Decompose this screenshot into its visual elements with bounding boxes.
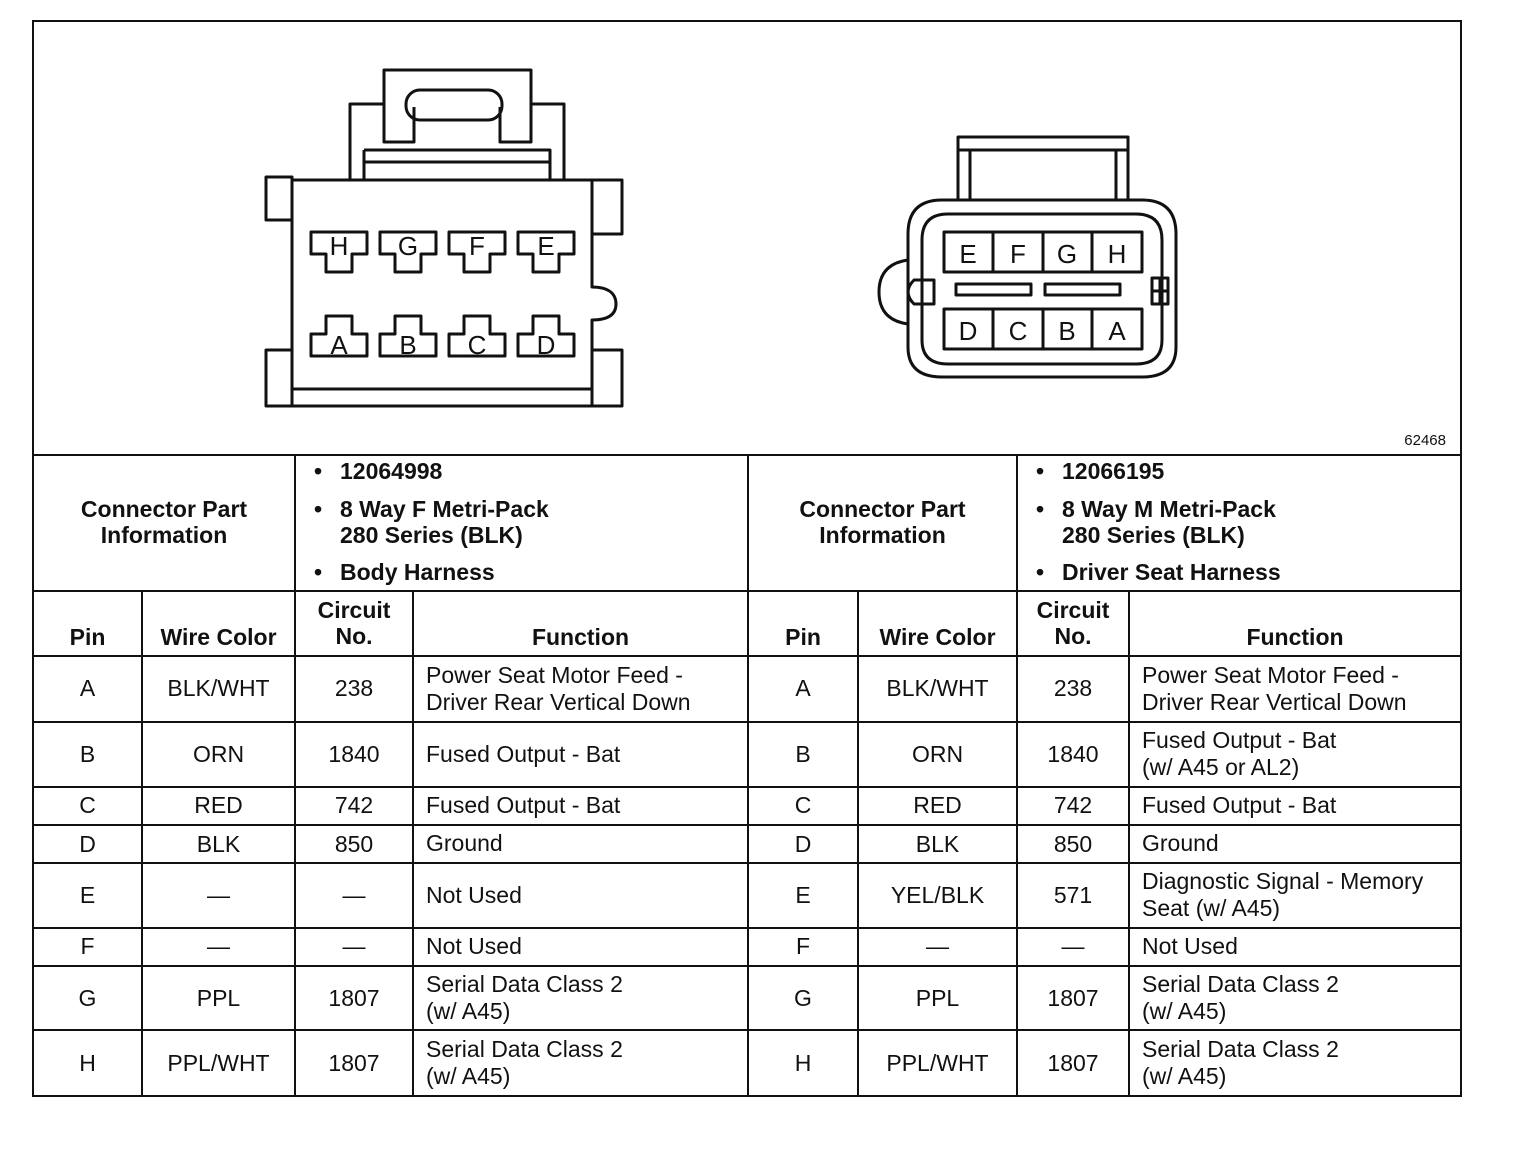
left-circuit-number-cell: 850 [295, 825, 413, 863]
right-wire-color-cell: ORN [858, 722, 1017, 787]
left-wire-color-cell: — [142, 863, 295, 928]
left-connector-cavity-labels [330, 231, 556, 360]
right-circuit-header-line1: Circuit [1036, 596, 1110, 623]
right-wire-color-cell: RED [858, 787, 1017, 825]
right-function-line: Serial Data Class 2 [1142, 971, 1339, 998]
left-connector-type-line1: 8 Way F Metri-Pack [340, 495, 549, 522]
table-row [34, 928, 1460, 966]
left-connector-info [295, 454, 748, 591]
left-function-line: Ground [426, 830, 503, 857]
right-pin-cell: E [748, 863, 858, 928]
right-connector-type-line2: 280 Series (BLK) [1062, 522, 1245, 549]
left-pin-cell: F [34, 928, 142, 966]
right-circuit-header-line2: No. [1054, 623, 1092, 650]
right-circuit-number-cell: 238 [1017, 656, 1129, 723]
right-harness-text: Driver Seat Harness [1062, 559, 1281, 586]
right-cavity-label-a: A [1108, 316, 1126, 346]
left-connector-type-line2: 280 Series (BLK) [340, 522, 523, 549]
left-circuit-number-cell: 742 [295, 787, 413, 825]
figure-number: 62468 [1404, 432, 1446, 449]
left-function-line: Fused Output - Bat [426, 792, 621, 819]
left-pin-header: Pin [34, 591, 142, 656]
left-function-cell [413, 863, 748, 928]
left-cavity-label-g: G [397, 231, 419, 261]
connector-pinout-sheet [32, 20, 1462, 1097]
left-circuit-number-cell: 238 [295, 656, 413, 723]
right-cavity-label-g: G [1056, 239, 1078, 269]
left-cavity-label-f: F [469, 231, 485, 261]
right-connector-info [1017, 454, 1460, 591]
left-pin-cell: C [34, 787, 142, 825]
right-wire-color-cell: BLK [858, 825, 1017, 863]
table-row [34, 722, 1460, 787]
left-circuit-header [295, 591, 413, 656]
right-function-line: Ground [1142, 830, 1219, 857]
connector-illustrations [34, 22, 1460, 456]
right-wire-color-cell: PPL/WHT [858, 1030, 1017, 1095]
left-function-line: Power Seat Motor Feed - [426, 661, 683, 688]
right-harness: • Driver Seat Harness [1036, 559, 1281, 586]
right-function-line: Driver Rear Vertical Down [1142, 688, 1407, 715]
left-function-cell [413, 825, 748, 863]
left-pin-cell: B [34, 722, 142, 787]
right-circuit-number-cell: 1807 [1017, 1030, 1129, 1095]
left-pin-cell: A [34, 656, 142, 723]
right-cavity-label-h: H [1107, 239, 1127, 269]
right-circuit-number-cell: 571 [1017, 863, 1129, 928]
right-pin-cell: D [748, 825, 858, 863]
left-function-line: Not Used [426, 933, 522, 960]
left-wire-color-cell: ORN [142, 722, 295, 787]
left-connector-info-label-text: Connector Part Information [80, 495, 248, 549]
left-function-line: Fused Output - Bat [426, 740, 621, 767]
right-connector-info-label-text: Connector Part Information [799, 495, 966, 549]
table-row [34, 966, 1460, 1031]
left-wire-color-cell: PPL/WHT [142, 1030, 295, 1095]
left-function-line: Serial Data Class 2 [426, 1036, 623, 1063]
left-function-cell [413, 656, 748, 723]
left-wire-color-cell: — [142, 928, 295, 966]
right-function-line: Not Used [1142, 933, 1238, 960]
right-circuit-number-cell: 742 [1017, 787, 1129, 825]
table-row [34, 1030, 1460, 1095]
left-circuit-number-cell: — [295, 863, 413, 928]
right-cavity-label-d: D [958, 316, 978, 346]
right-function-cell [1129, 863, 1460, 928]
left-cavity-label-a: A [330, 330, 348, 360]
left-part-number: • 12064998 [314, 458, 443, 485]
left-wire-color-cell: BLK/WHT [142, 656, 295, 723]
right-connector-info-label [748, 454, 1017, 591]
left-function-cell [413, 787, 748, 825]
left-function-line: Not Used [426, 881, 522, 908]
left-cavity-label-h: H [329, 231, 349, 261]
right-circuit-number-cell: 1807 [1017, 966, 1129, 1031]
left-connector-drawing [266, 70, 622, 406]
right-function-line: (w/ A45 or AL2) [1142, 754, 1300, 781]
connector-drawings [34, 22, 1460, 454]
left-harness-text: Body Harness [340, 559, 495, 586]
left-wire-color-cell: RED [142, 787, 295, 825]
left-pin-cell: D [34, 825, 142, 863]
right-pin-cell: H [748, 1030, 858, 1095]
right-pin-cell: A [748, 656, 858, 723]
left-wire-color-header: Wire Color [142, 591, 295, 656]
right-circuit-number-cell: — [1017, 928, 1129, 966]
left-pin-cell: G [34, 966, 142, 1031]
right-function-cell [1129, 966, 1460, 1031]
left-function-line: (w/ A45) [426, 1063, 511, 1090]
right-cavity-label-b: B [1058, 316, 1076, 346]
right-pin-cell: F [748, 928, 858, 966]
right-function-line: Serial Data Class 2 [1142, 1036, 1339, 1063]
table-row [34, 863, 1460, 928]
left-circuit-header-line2: No. [335, 623, 373, 650]
left-wire-color-cell: PPL [142, 966, 295, 1031]
right-function-line: (w/ A45) [1142, 998, 1227, 1025]
left-function-cell [413, 928, 748, 966]
left-function-cell [413, 966, 748, 1031]
left-circuit-number-cell: — [295, 928, 413, 966]
left-circuit-header-line1: Circuit [317, 596, 391, 623]
right-wire-color-cell: BLK/WHT [858, 656, 1017, 723]
left-function-header: Function [413, 591, 748, 656]
right-function-cell [1129, 825, 1460, 863]
right-wire-color-cell: YEL/BLK [858, 863, 1017, 928]
left-connector-info-label [34, 454, 295, 591]
right-cavity-label-c: C [1008, 316, 1028, 346]
left-pin-cell: H [34, 1030, 142, 1095]
right-pin-cell: B [748, 722, 858, 787]
right-cavity-label-f: F [1010, 239, 1026, 269]
left-cavity-label-c: C [467, 330, 487, 360]
right-connector-type-line1: 8 Way M Metri-Pack [1062, 495, 1276, 522]
left-circuit-number-cell: 1807 [295, 966, 413, 1031]
right-function-line: Fused Output - Bat [1142, 792, 1337, 819]
right-pin-header: Pin [748, 591, 858, 656]
left-function-line: Serial Data Class 2 [426, 971, 623, 998]
left-circuit-number-cell: 1840 [295, 722, 413, 787]
table-row [34, 656, 1460, 723]
right-function-cell [1129, 656, 1460, 723]
right-function-cell [1129, 1030, 1460, 1095]
left-pin-cell: E [34, 863, 142, 928]
left-cavity-label-e: E [537, 231, 555, 261]
left-function-cell [413, 722, 748, 787]
table-row [34, 787, 1460, 825]
left-wire-color-cell: BLK [142, 825, 295, 863]
right-function-line: Fused Output - Bat [1142, 727, 1337, 754]
right-connector-type: • 8 Way M Metri-Pack [1036, 495, 1276, 522]
right-function-cell [1129, 928, 1460, 966]
right-circuit-header [1017, 591, 1129, 656]
right-circuit-number-cell: 1840 [1017, 722, 1129, 787]
table-row [34, 825, 1460, 863]
right-function-cell [1129, 722, 1460, 787]
left-part-number-text: 12064998 [340, 458, 443, 485]
left-connector-type: • 8 Way F Metri-Pack [314, 495, 549, 522]
right-wire-color-header: Wire Color [858, 591, 1017, 656]
left-function-cell [413, 1030, 748, 1095]
right-pin-cell: G [748, 966, 858, 1031]
left-function-line: (w/ A45) [426, 998, 511, 1025]
right-function-line: Diagnostic Signal - Memory [1142, 868, 1424, 895]
pinout-table [34, 454, 1460, 1095]
right-pin-cell: C [748, 787, 858, 825]
right-function-line: Seat (w/ A45) [1142, 895, 1281, 922]
left-cavity-label-d: D [536, 330, 556, 360]
right-wire-color-cell: PPL [858, 966, 1017, 1031]
left-cavity-label-b: B [399, 330, 417, 360]
connector-info-row [34, 454, 1460, 591]
right-circuit-number-cell: 850 [1017, 825, 1129, 863]
column-header-row [34, 591, 1460, 656]
left-circuit-number-cell: 1807 [295, 1030, 413, 1095]
left-function-line: Driver Rear Vertical Down [426, 688, 691, 715]
right-cavity-label-e: E [959, 239, 977, 269]
right-part-number: • 12066195 [1036, 458, 1165, 485]
right-wire-color-cell: — [858, 928, 1017, 966]
left-harness: • Body Harness [314, 559, 495, 586]
right-function-header: Function [1129, 591, 1460, 656]
right-part-number-text: 12066195 [1062, 458, 1165, 485]
right-function-line: (w/ A45) [1142, 1063, 1227, 1090]
right-function-cell [1129, 787, 1460, 825]
right-function-line: Power Seat Motor Feed - [1142, 661, 1399, 688]
right-connector-drawing [879, 137, 1176, 377]
